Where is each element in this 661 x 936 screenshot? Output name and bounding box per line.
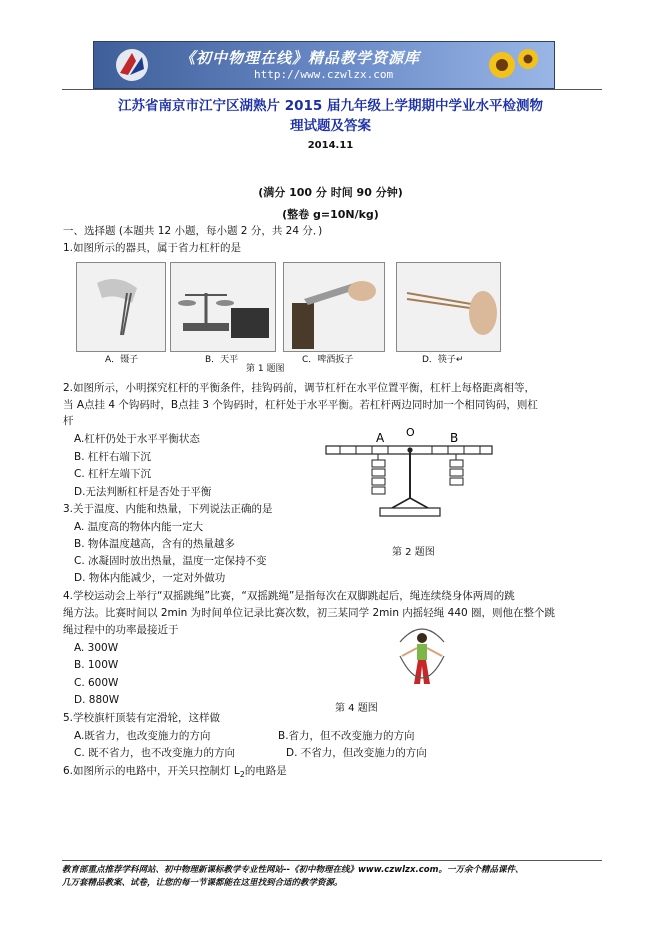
q5-option-b: B.省力，但不改变施力的方向 <box>278 730 415 742</box>
q3-option-b: B. 物体温度越高，含有的热量越多 <box>74 538 235 550</box>
q4-stem-line1: 4.学校运动会上举行“双摇跳绳”比赛，“双摇跳绳”是指每次在双脚跳起后，绳连续绕身体两周的跳 <box>63 590 515 602</box>
q1-stem: 1.如图所示的器具，属于省力杠杆的是 <box>63 242 242 254</box>
document-title-line1: 江苏省南京市江宁区湖熟片 2015 届九年级上学期期中学业水平检测物 <box>118 98 543 114</box>
gravity-note: (整卷 g=10N/kg) <box>282 208 379 221</box>
q1-caption-a: A．镊子 <box>105 355 139 365</box>
q6-stem-prefix: 6.如图所示的电路中，开关只控制灯 L <box>63 765 240 777</box>
banner-url[interactable]: http://www.czwlzx.com <box>254 68 394 81</box>
weights-at-a <box>372 454 385 494</box>
tweezers-icon <box>77 263 165 351</box>
weights-at-b <box>450 454 463 485</box>
footer-rule <box>62 860 602 861</box>
document-date: 2014.11 <box>307 140 354 151</box>
q5-option-a: A.既省力，也改变施力的方向 <box>74 730 211 742</box>
sunflower-icon <box>484 45 544 85</box>
lever-label-a: A <box>376 431 385 445</box>
q2-stem-line2: 当 A点挂 4 个钩码时，B点挂 3 个钩码时，杠杆处于水平平衡。若杠杆两边同时加一个相同钩码，则杠 <box>63 399 538 411</box>
footer-line2: 几万套精品教案、试卷，让您的每一节课都能在这里找到合适的教学资源。 <box>62 878 343 888</box>
chopsticks-icon <box>397 263 500 351</box>
q4-option-c: C. 600W <box>74 677 119 689</box>
lever-label-b: B <box>450 431 459 445</box>
header-rule <box>62 89 602 90</box>
q1-caption-c: C．啤酒扳子 <box>302 355 354 365</box>
q2-stem-line1: 2.如图所示，小明探究杠杆的平衡条件，挂钩码前，调节杠杆在水平位置平衡，杠杆上每格距离相等， <box>63 382 536 394</box>
q2-lever-diagram <box>322 424 498 528</box>
q5-option-d: D. 不省力，但改变施力的方向 <box>286 747 427 759</box>
q6-stem <box>63 764 287 782</box>
header-banner <box>93 41 555 89</box>
q3-stem: 3.关于温度、内能和热量，下列说法正确的是 <box>63 503 273 515</box>
q4-option-a: A. 300W <box>74 642 119 654</box>
lever-pivot <box>407 447 412 452</box>
q4-stem-line2: 绳方法。比赛时间以 2min 为时间单位记录比赛次数，初三某同学 2min 内摇轻绳 440 圈，则他在整个跳 <box>63 607 556 619</box>
q3-option-d: D. 物体内能减少，一定对外做功 <box>74 572 226 584</box>
q3-option-c: C. 冰凝固时放出热量，温度一定保持不变 <box>74 555 267 567</box>
q1-caption-d: D．筷子↵ <box>422 355 464 365</box>
site-logo-icon <box>112 47 152 83</box>
q1-figure-label: 第 1 题图 <box>246 364 285 374</box>
document-title-line2: 理试题及答案 <box>290 118 371 134</box>
banner-title: 《初中物理在线》精品教学资源库 <box>180 49 421 67</box>
q5-stem: 5.学校旗杆顶装有定滑轮，这样做 <box>63 712 221 724</box>
footer-line1: 教育部重点推荐学科网站、初中物理新课标教学专业性网站--《初中物理在线》www.czwlzx.com。一万余个精品课件、 <box>62 865 524 875</box>
section-heading: 一、选择题 (本题共 12 小题，每小题 2 分，共 24 分．) <box>63 225 323 237</box>
lever-base <box>380 508 440 516</box>
q4-figure-label: 第 4 题图 <box>335 703 378 714</box>
balance-icon <box>171 263 275 351</box>
q2-option-a: A.杠杆仍处于水平平衡状态 <box>74 433 200 445</box>
bottle-opener-icon <box>284 263 384 351</box>
q3-option-a: A. 温度高的物体内能一定大 <box>74 521 204 533</box>
q1-photo-chopsticks <box>396 262 501 352</box>
q4-stem-line3: 绳过程中的功率最接近于 <box>63 624 179 636</box>
q6-stem-suffix: 的电路是 <box>244 765 287 777</box>
q2-option-c: C. 杠杆左端下沉 <box>74 468 152 480</box>
q2-stem-line3: 杆 <box>63 415 74 427</box>
lever-label-o: O <box>406 426 415 439</box>
q2-option-b: B. 杠杆右端下沉 <box>74 451 151 463</box>
q2-figure-label: 第 2 题图 <box>392 547 435 558</box>
q1-photo-balance <box>170 262 276 352</box>
q2-option-d: D.无法判断杠杆是否处于平衡 <box>74 486 212 498</box>
page-footer <box>62 864 602 890</box>
jump-rope-girl-icon <box>392 622 452 700</box>
q1-caption-b: B．天平 <box>205 355 239 365</box>
q1-photo-tweezers <box>76 262 166 352</box>
q1-photo-bottle-opener <box>283 262 385 352</box>
score-time-note: (满分 100 分 时间 90 分钟) <box>258 186 403 199</box>
q5-option-c: C. 既不省力，也不改变施力的方向 <box>74 747 236 759</box>
q4-option-b: B. 100W <box>74 659 119 671</box>
q6-stem-sub: 2 <box>239 770 245 780</box>
q4-option-d: D. 880W <box>74 694 120 706</box>
